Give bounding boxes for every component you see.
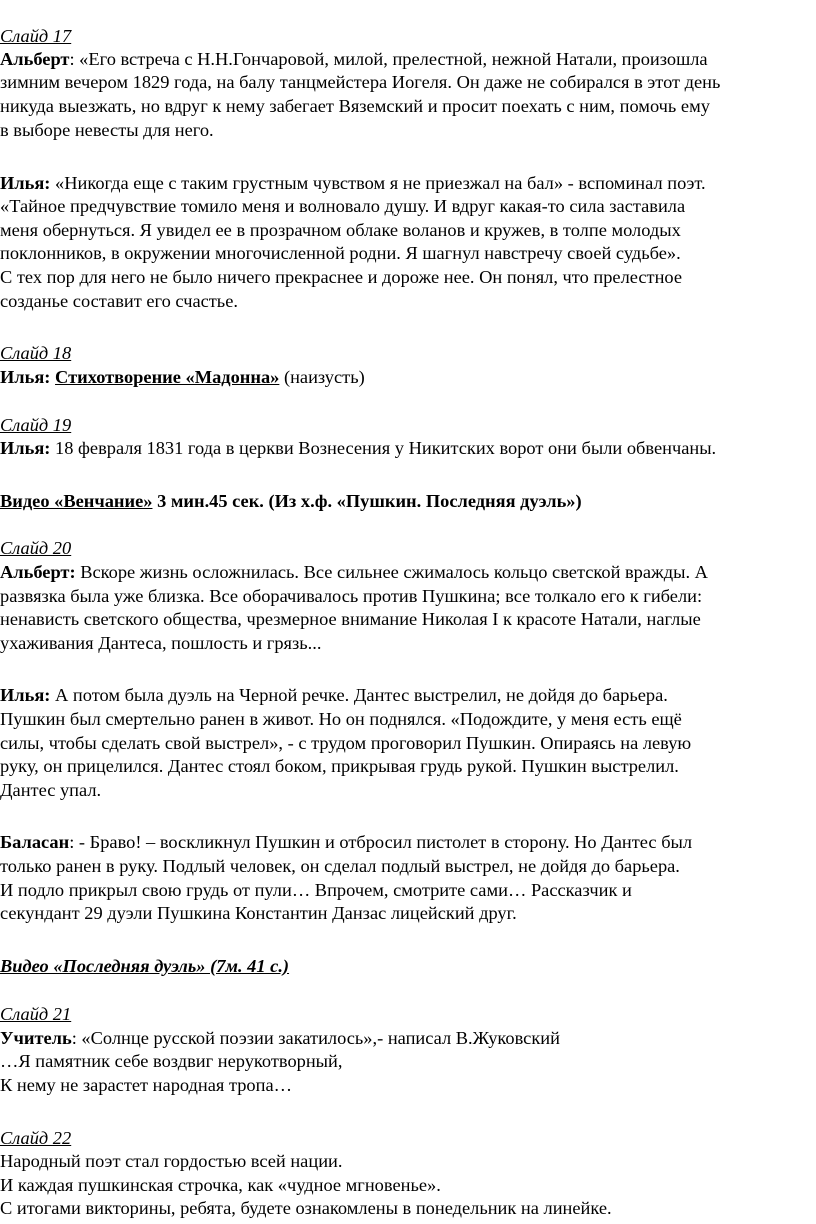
paragraph-line: Илья: 18 февраля 1831 года в церкви Вознесения у Никитских ворот они были обвенчаны. bbox=[0, 438, 717, 458]
speaker-name: Учитель bbox=[0, 1028, 72, 1048]
paragraph-line: руку, он прицелился. Дантес стоял боком, прикрывая грудь рукой. Пушкин выстрелил. bbox=[0, 756, 679, 776]
paragraph-line: И подло прикрыл свою грудь от пули… Впрочем, смотрите сами… Рассказчик и bbox=[0, 880, 632, 900]
speaker-name: Илья: bbox=[0, 685, 51, 705]
paragraph-line: поклонников, в окружении многочисленной родни. Я шагнул навстречу своей судьбе». bbox=[0, 243, 681, 263]
paragraph-line: Илья: А потом была дуэль на Черной речке. Дантес выстрелил, не дойдя до барьера. bbox=[0, 685, 668, 705]
paragraph-line: секундант 29 дуэли Пушкина Константин Данзас лицейский друг. bbox=[0, 903, 517, 923]
speaker-name: Альберт: bbox=[0, 562, 76, 582]
paragraph-line: Альберт: Вскоре жизнь осложнилась. Все сильнее сжималось кольцо светской вражды. А bbox=[0, 562, 708, 582]
paragraph-line: только ранен в руку. Подлый человек, он сделал подлый выстрел, не дойдя до барьера. bbox=[0, 856, 680, 876]
paragraph-line: Илья: Стихотворение «Мадонна» (наизусть) bbox=[0, 367, 365, 387]
paragraph-line: Учитель: «Солнце русской поэзии закатилось»,- написал В.Жуковский bbox=[0, 1028, 560, 1048]
paragraph-line: ненависть светского общества, чрезмерное внимание Николая I к красоте Натали, наглые bbox=[0, 609, 701, 629]
paragraph-line: С тех пор для него не было ничего прекраснее и дороже нее. Он понял, что прелестное bbox=[0, 267, 682, 287]
paragraph-line: Пушкин был смертельно ранен в живот. Но он поднялся. «Подождите, у меня есть ещё bbox=[0, 709, 682, 729]
speaker-name: Илья: bbox=[0, 173, 51, 193]
poem-title: Стихотворение «Мадонна» bbox=[55, 367, 280, 387]
slide-19-title: Слайд 19 bbox=[0, 415, 72, 435]
speaker-name: Альберт bbox=[0, 49, 70, 69]
paragraph-line: зимним вечером 1829 года, на балу танцмейстера Иогеля. Он даже не собирался в этот день bbox=[0, 72, 721, 92]
slide-18-title: Слайд 18 bbox=[0, 343, 72, 363]
speaker-name: Илья: bbox=[0, 367, 51, 387]
video-note: Видео «Венчание» 3 мин.45 сек. (Из х.ф. «Пушкин. Последняя дуэль») bbox=[0, 491, 582, 511]
slide-21-title: Слайд 21 bbox=[0, 1004, 72, 1024]
paragraph-line: никуда выезжать, но вдруг к нему забегает Вяземский и просит поехать с ним, помочь ему bbox=[0, 96, 710, 116]
paragraph-line: «Тайное предчувствие томило меня и волновало душу. И вдруг какая-то сила заставила bbox=[0, 196, 686, 216]
paragraph-line: Альберт: «Его встреча с Н.Н.Гончаровой, милой, прелестной, нежной Натали, произошла bbox=[0, 49, 708, 69]
paragraph-line: И каждая пушкинская строчка, как «чудное мгновенье». bbox=[0, 1175, 441, 1195]
paragraph-line: силы, чтобы сделать свой выстрел», - с трудом проговорил Пушкин. Опираясь на левую bbox=[0, 733, 692, 753]
video-note: Видео «Последняя дуэль» (7м. 41 с.) bbox=[0, 956, 290, 976]
speaker-name: Илья: bbox=[0, 438, 51, 458]
paragraph-line: в выборе невесты для него. bbox=[0, 120, 214, 140]
paragraph-line: меня обернуться. Я увидел ее в прозрачном облаке воланов и кружев, в толпе молодых bbox=[0, 220, 681, 240]
paragraph-line: Дантес упал. bbox=[0, 780, 102, 800]
paragraph-line: Народный поэт стал гордостью всей нации. bbox=[0, 1151, 343, 1171]
paragraph-line: развязка была уже близка. Все оборачивалось против Пушкина; все толкало его к гибели: bbox=[0, 586, 703, 606]
paragraph-line: созданье составит его счастье. bbox=[0, 291, 238, 311]
speaker-name: Баласан bbox=[0, 832, 70, 852]
paragraph-line: С итогами викторины, ребята, будете ознакомлены в понедельник на линейке. bbox=[0, 1198, 612, 1218]
paragraph-line: ухаживания Дантеса, пошлость и грязь... bbox=[0, 633, 322, 653]
paragraph-line: К нему не зарастет народная тропа… bbox=[0, 1075, 293, 1095]
paragraph-line: Илья: «Никогда еще с таким грустным чувством я не приезжал на бал» - вспоминал поэт. bbox=[0, 173, 706, 193]
slide-20-title: Слайд 20 bbox=[0, 538, 72, 558]
slide-22-title: Слайд 22 bbox=[0, 1128, 72, 1148]
slide-17-title: Слайд 17 bbox=[0, 26, 72, 46]
paragraph-line: …Я памятник себе воздвиг нерукотворный, bbox=[0, 1051, 343, 1071]
paragraph-line: Баласан: - Браво! – воскликнул Пушкин и отбросил пистолет в сторону. Но Дантес был bbox=[0, 832, 693, 852]
